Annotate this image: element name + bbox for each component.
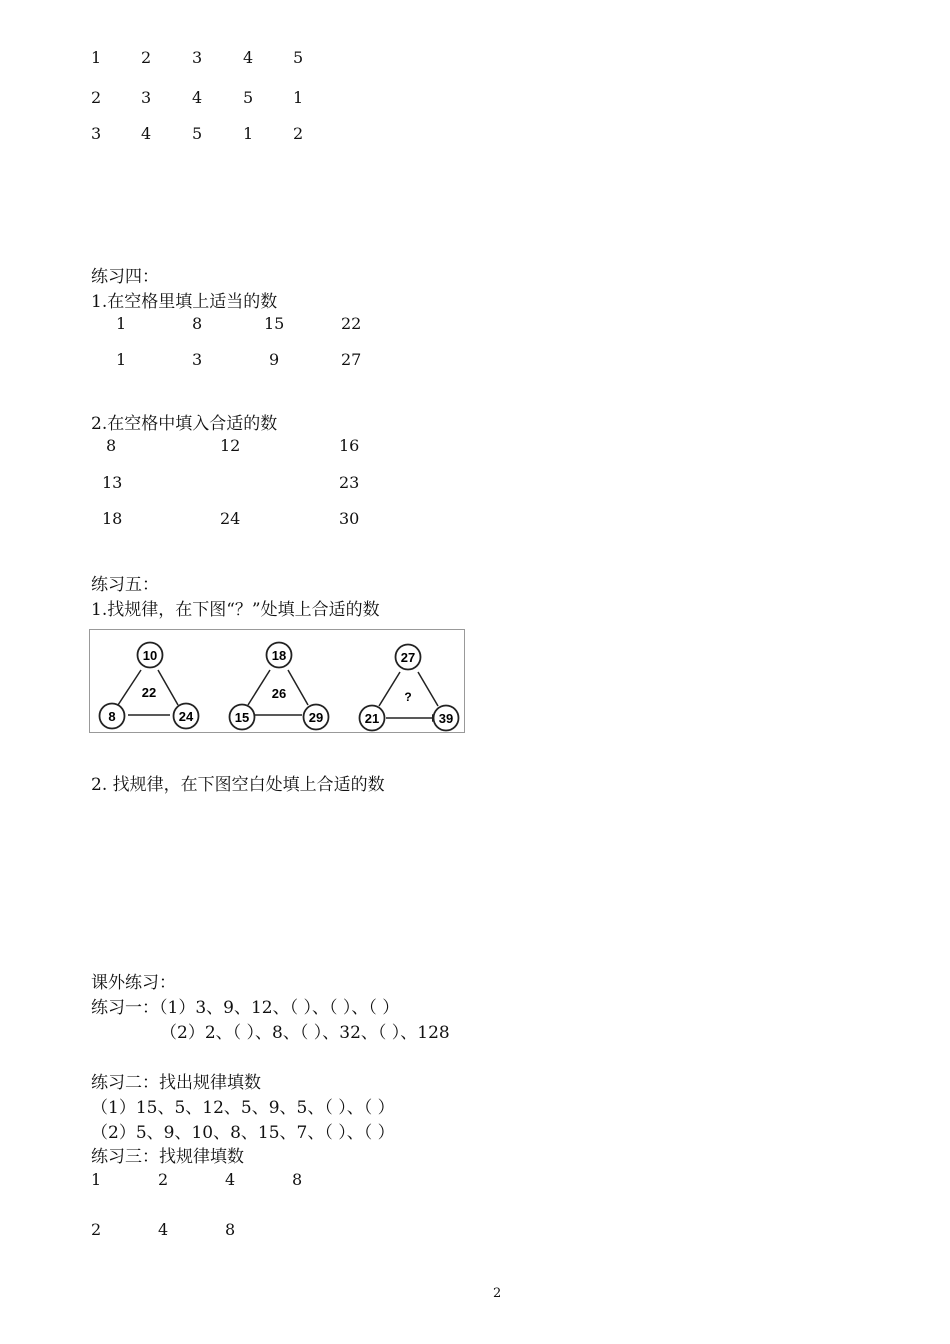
triangle-group bbox=[100, 643, 199, 729]
extra-ex1-line2: （2）2、（ ）、8、（ ）、32、（ ）、128 bbox=[160, 1023, 450, 1043]
grid-cell: 3 bbox=[141, 88, 152, 107]
page-number: 2 bbox=[493, 1286, 502, 1301]
grid-cell: 5 bbox=[192, 124, 203, 143]
node-label: 10 bbox=[142, 648, 158, 663]
node-label: 29 bbox=[308, 710, 324, 725]
grid-number: 8 bbox=[106, 436, 117, 455]
sequence-number: 8 bbox=[192, 314, 203, 333]
extra-ex2-line1: （1）15、5、12、5、9、5、（ ）、（ ） bbox=[91, 1098, 395, 1118]
sequence-number: 8 bbox=[292, 1170, 303, 1189]
grid-cell: 4 bbox=[243, 48, 254, 67]
exercise-5-q2-label: 2. 找规律，在下图空白处填上合适的数 bbox=[91, 775, 385, 795]
triangle-puzzle-figure bbox=[89, 629, 465, 733]
extra-exercises-title: 课外练习： bbox=[91, 973, 176, 993]
grid-number: 30 bbox=[339, 509, 360, 528]
exercise-4-title: 练习四： bbox=[91, 267, 159, 287]
grid-number: 16 bbox=[339, 436, 360, 455]
grid-cell: 4 bbox=[192, 88, 203, 107]
extra-ex3-title: 练习三：找规律填数 bbox=[91, 1147, 244, 1167]
sequence-number: 15 bbox=[264, 314, 285, 333]
grid-number: 23 bbox=[339, 473, 360, 492]
grid-cell: 1 bbox=[91, 48, 102, 67]
triangle-group bbox=[360, 645, 459, 731]
grid-cell: 5 bbox=[293, 48, 304, 67]
exercise-5-q1-label: 1.找规律，在下图“？”处填上合适的数 bbox=[91, 600, 380, 620]
sequence-number: 3 bbox=[192, 350, 203, 369]
grid-number: 18 bbox=[102, 509, 123, 528]
sequence-number: 4 bbox=[158, 1220, 169, 1239]
sequence-number: 4 bbox=[225, 1170, 236, 1189]
grid-cell: 5 bbox=[243, 88, 254, 107]
grid-number: 12 bbox=[220, 436, 241, 455]
grid-cell: 2 bbox=[91, 88, 102, 107]
sequence-number: 1 bbox=[91, 1170, 102, 1189]
node-label: 15 bbox=[234, 710, 250, 725]
extra-ex2-title: 练习二：找出规律填数 bbox=[91, 1073, 261, 1093]
node-label: 8 bbox=[108, 709, 116, 724]
triangle-puzzle-svg bbox=[90, 630, 464, 732]
center-label: 26 bbox=[271, 686, 287, 701]
sequence-number: 8 bbox=[225, 1220, 236, 1239]
node-label: 39 bbox=[438, 711, 454, 726]
grid-number: 13 bbox=[102, 473, 123, 492]
node-label: 24 bbox=[178, 709, 194, 724]
node-label: 21 bbox=[364, 711, 380, 726]
grid-cell: 1 bbox=[293, 88, 304, 107]
sequence-number: 9 bbox=[269, 350, 280, 369]
center-label: ? bbox=[404, 690, 412, 704]
sequence-number: 2 bbox=[158, 1170, 169, 1189]
grid-cell: 3 bbox=[192, 48, 203, 67]
sequence-number: 1 bbox=[116, 350, 127, 369]
grid-cell: 3 bbox=[91, 124, 102, 143]
grid-cell: 2 bbox=[293, 124, 304, 143]
grid-number: 24 bbox=[220, 509, 241, 528]
grid-cell: 1 bbox=[243, 124, 254, 143]
sequence-number: 22 bbox=[341, 314, 362, 333]
grid-cell: 4 bbox=[141, 124, 152, 143]
exercise-4-q1-label: 1.在空格里填上适当的数 bbox=[91, 292, 278, 312]
extra-ex1-line1: 练习一：（1）3、9、12、（ ）、（ ）、（ ） bbox=[91, 998, 400, 1018]
exercise-5-title: 练习五： bbox=[91, 575, 159, 595]
grid-cell: 2 bbox=[141, 48, 152, 67]
extra-ex2-line2: （2）5、9、10、8、15、7、（ ）、（ ） bbox=[91, 1123, 395, 1143]
node-label: 18 bbox=[271, 648, 287, 663]
sequence-number: 2 bbox=[91, 1220, 102, 1239]
node-label: 27 bbox=[400, 650, 416, 665]
sequence-number: 1 bbox=[116, 314, 127, 333]
triangle-group bbox=[230, 643, 329, 730]
sequence-number: 27 bbox=[341, 350, 362, 369]
exercise-4-q2-label: 2.在空格中填入合适的数 bbox=[91, 414, 278, 434]
center-label: 22 bbox=[141, 685, 157, 700]
